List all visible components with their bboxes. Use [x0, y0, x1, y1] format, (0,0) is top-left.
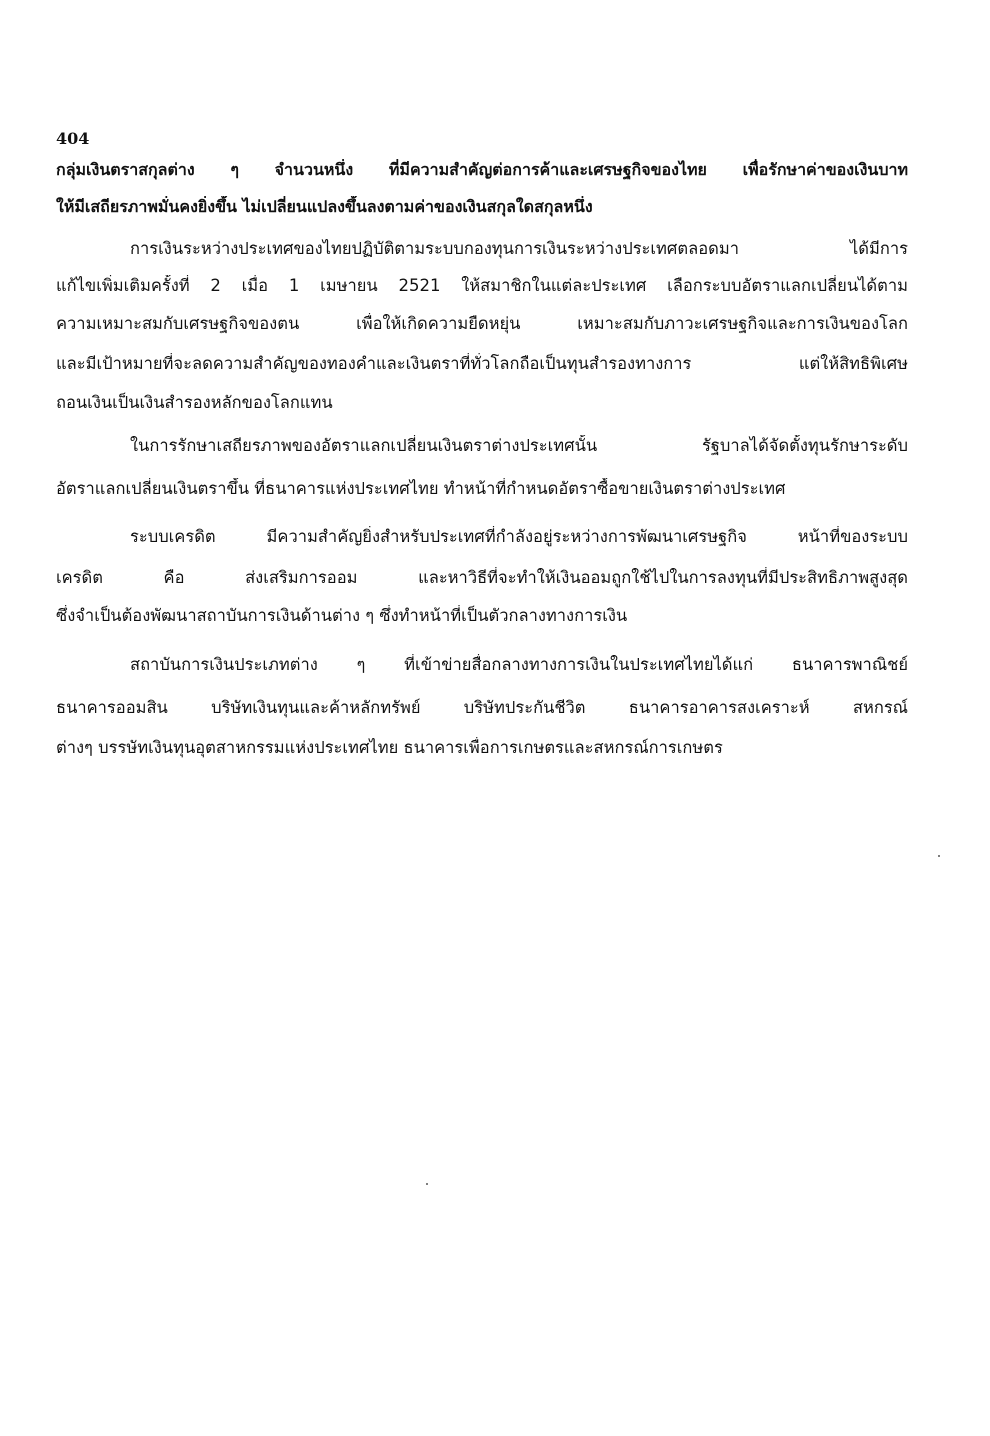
- paragraph-1-line-2: ให้มีเสถียรภาพมั่นคงยิ่งขึ้น ไม่เปลี่ยนแปลงขึ้นลงตามค่าของเงินสกุลใดสกุลหนึ่ง: [56, 197, 593, 216]
- scan-speck: [426, 1183, 428, 1185]
- paragraph-4-line-3: ซึ่งจำเป็นต้องพัฒนาสถาบันการเงินด้านต่าง ๆ ซึ่งทำหน้าที่เป็นตัวกลางทางการเงิน: [56, 606, 628, 625]
- paragraph-2-line-4: และมีเป้าหมายที่จะลดความสำคัญของทองคำและเงินตราที่ทั่วโลกถือเป็นทุนสำรองทางการ แต่ให้สิทธิพิเศษ: [56, 354, 908, 373]
- paragraph-2-line-2: แก้ไขเพิ่มเติมครั้งที่ 2 เมื่อ 1 เมษายน 2521 ให้สมาชิกในแต่ละประเทศ เลือกระบบอัตราแลกเปลี่ยนได้ตาม: [56, 276, 908, 295]
- paragraph-5-line-1: สถาบันการเงินประเภทต่าง ๆ ที่เข้าข่ายสื่อกลางทางการเงินในประเทศไทยได้แก่ ธนาคารพาณิชย์: [130, 655, 908, 674]
- paragraph-5-line-2: ธนาคารออมสิน บริษัทเงินทุนและค้าหลักทรัพย์ บริษัทประกันชีวิต ธนาคารอาคารสงเคราะห์ สหกรณ์: [56, 698, 908, 717]
- scan-speck: [938, 855, 940, 857]
- page-number: 404: [56, 129, 90, 148]
- paragraph-2-line-1: การเงินระหว่างประเทศของไทยปฏิบัติตามระบบกองทุนการเงินระหว่างประเทศตลอดมา ได้มีการ: [130, 239, 908, 258]
- paragraph-3-line-2: อัตราแลกเปลี่ยนเงินตราขึ้น ที่ธนาคารแห่งประเทศไทย ทำหน้าที่กำหนดอัตราซื้อขายเงินตราต่างประเทศ: [56, 479, 786, 498]
- paragraph-3-line-1: ในการรักษาเสถียรภาพของอัตราแลกเปลี่ยนเงินตราต่างประเทศนั้น รัฐบาลได้จัดตั้งทุนรักษาระดับ: [130, 436, 908, 455]
- paragraph-2-line-3: ความเหมาะสมกับเศรษฐกิจของตน เพื่อให้เกิดความยืดหยุ่น เหมาะสมกับภาวะเศรษฐกิจและการเงินของโลก: [56, 314, 908, 333]
- paragraph-1-line-1: กลุ่มเงินตราสกุลต่าง ๆ จำนวนหนึ่ง ที่มีความสำคัญต่อการค้าและเศรษฐกิจของไทย เพื่อรักษาค่าของเงินบาท: [56, 160, 908, 179]
- paragraph-4-line-2: เครดิต คือ ส่งเสริมการออม และหาวิธีที่จะทำให้เงินออมถูกใช้ไปในการลงทุนที่มีประสิทธิภาพสูงสุด: [56, 568, 908, 587]
- paragraph-2-line-5: ถอนเงินเป็นเงินสำรองหลักของโลกแทน: [56, 393, 333, 412]
- paragraph-5-line-3: ต่างๆ บรรษัทเงินทุนอุตสาหกรรมแห่งประเทศไทย ธนาคารเพื่อการเกษตรและสหกรณ์การเกษตร: [56, 738, 723, 757]
- paragraph-4-line-1: ระบบเครดิต มีความสำคัญยิ่งสำหรับประเทศที่กำลังอยู่ระหว่างการพัฒนาเศรษฐกิจ หน้าที่ของระบบ: [130, 527, 908, 546]
